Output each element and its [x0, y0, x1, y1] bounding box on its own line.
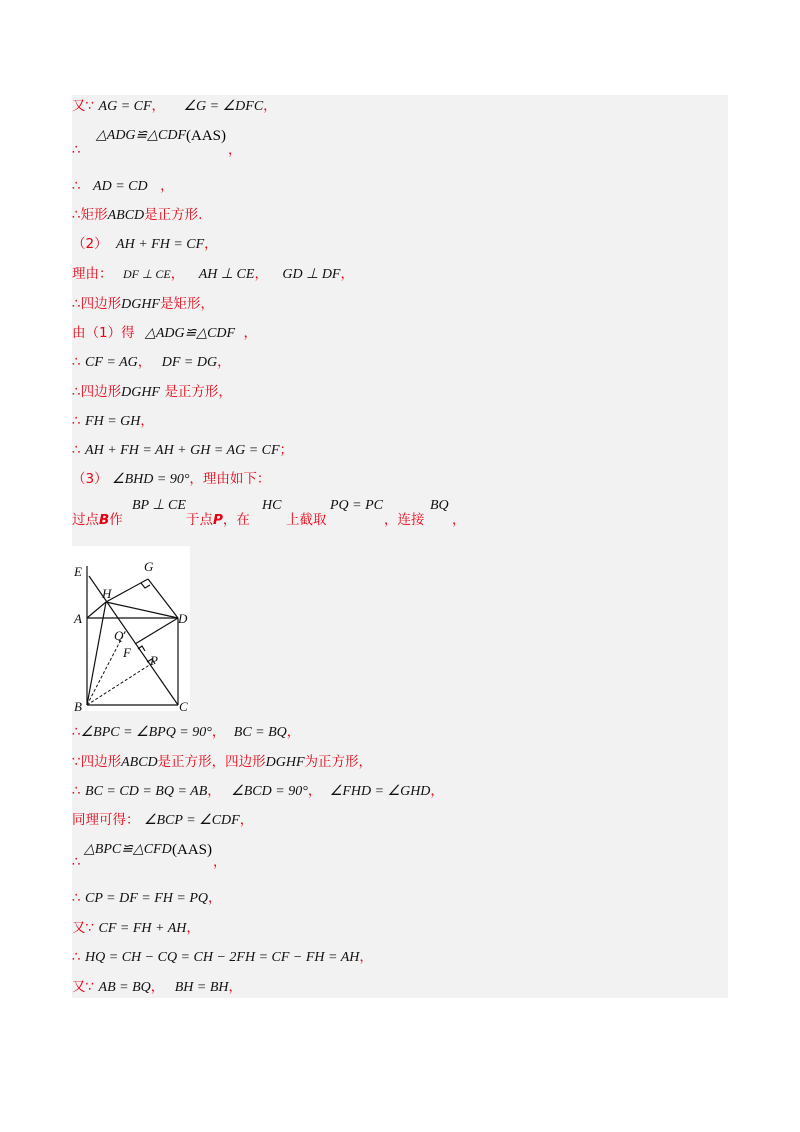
math-expr: CP = DF = FH = PQ [85, 891, 209, 906]
line-text: 上截取 [286, 512, 327, 528]
line-12 [72, 440, 293, 461]
line-text: ，理由如下： [189, 471, 271, 487]
line-text: ， [430, 783, 444, 799]
math-expr: DF = DG [161, 355, 218, 370]
line-text: ， [211, 724, 226, 740]
line-text: ∴矩形 [72, 207, 108, 223]
line-text: ∴ [72, 354, 81, 370]
math-expr: △BPC≌△CFD [84, 842, 172, 857]
math-expr: DGHF [121, 297, 160, 312]
line-text: ， [204, 236, 218, 252]
line-text: ， [207, 783, 221, 799]
math-expr: ∠FHD = ∠GHD [329, 784, 431, 799]
math-expr: CF = FH + AH [98, 921, 187, 936]
line-text: ， [263, 98, 277, 114]
line-text: ， [307, 783, 322, 799]
line-text: 是矩形， [159, 296, 214, 312]
math-expr: ∠BPC = ∠BPQ = 90° [80, 725, 212, 740]
line-8 [72, 323, 257, 344]
line-text: ， [160, 178, 174, 194]
line-text: ∴ [72, 724, 81, 740]
math-expr: DF ⊥ CE [122, 267, 171, 281]
right-angle-mark-G [141, 583, 150, 588]
line-text: ，在 [222, 512, 250, 528]
math-expr: CF = AG [85, 355, 138, 370]
math-expr: HQ = CH − CQ = CH − 2FH = CF − FH = AH [85, 950, 360, 965]
math-expr: AH ⊥ CE [198, 267, 255, 282]
math-expr: AB = BQ [98, 980, 151, 995]
line-text: ， [140, 413, 154, 429]
math-expr: ABCD [107, 208, 145, 223]
line-text: ， [217, 354, 231, 370]
line-text: ∴ [72, 178, 81, 194]
line-text: ， [137, 354, 152, 370]
line-text: ∴ [72, 142, 81, 158]
line-text: 作 [109, 512, 123, 528]
line-text: ∴ [72, 442, 81, 458]
math-expr: ∠BHD = 90° [112, 472, 190, 487]
line-text: ， [150, 979, 165, 995]
math-expr: ∠BCP = ∠CDF [143, 813, 240, 828]
math-expr: DGHF [265, 755, 305, 770]
line-text: （3） [72, 471, 108, 487]
line-text: ， [359, 949, 373, 965]
math-expr: △ADG≌△CDF [96, 128, 187, 143]
point-label: B [99, 512, 110, 528]
line-22 [72, 947, 373, 968]
math-expr: BH = BH [174, 980, 229, 995]
line-text: ∴ [72, 783, 81, 799]
line-text: 是正方形. [144, 207, 203, 223]
math-expr: PQ = PC [330, 498, 383, 513]
point-label-E: E [74, 564, 82, 579]
line-14 [72, 496, 728, 530]
line-text: 又∵ [72, 920, 95, 936]
line-text: 由（1）得 [72, 325, 135, 341]
square-diagram [72, 546, 190, 711]
dashed-BP [87, 664, 151, 705]
line-text: ， [186, 920, 200, 936]
point-label-D: D [178, 611, 188, 626]
point-label-A: A [74, 611, 82, 626]
math-expr: HC [262, 498, 282, 513]
line-text: ∴ [72, 949, 81, 965]
segment-HG [106, 579, 148, 602]
point-label-G: G [144, 559, 154, 574]
line-text: 又∵ [72, 979, 95, 995]
line-text: ， [452, 512, 466, 528]
line-6 [72, 264, 354, 285]
math-expr: ABCD [121, 755, 158, 770]
line-text: ， [228, 979, 242, 995]
math-expr: AD = CD [93, 179, 148, 194]
line-text [186, 510, 250, 530]
line-text: ， [243, 325, 258, 341]
point-label-Q: Q [114, 628, 124, 643]
math-expr: BC = CD = BQ = AB [85, 784, 208, 799]
line-16 [72, 752, 372, 773]
line-text: ， [151, 98, 166, 114]
line-5 [72, 234, 218, 255]
line-15 [72, 722, 300, 743]
math-expr: AG = CF [98, 99, 152, 114]
line-text: ， [208, 890, 222, 906]
math-expr: ∠G = ∠DFC [183, 99, 264, 114]
line-text: 理由： [72, 266, 113, 282]
line-text: ∴ [72, 890, 81, 906]
line-text: 又∵ [72, 98, 95, 114]
point-label: P [213, 512, 223, 528]
math-expr: (AAS) [172, 842, 212, 858]
math-expr: DGHF [121, 385, 160, 400]
line-7 [72, 294, 214, 315]
segment-FD [135, 618, 178, 644]
math-expr: BC = BQ [233, 725, 287, 740]
line-text: （2） [72, 236, 108, 252]
line-text: ∴ [72, 413, 81, 429]
math-expr: AH + FH = CF [116, 237, 205, 252]
math-expr: △ADG≌△CDF [145, 326, 236, 341]
math-expr: BQ [430, 498, 449, 513]
line-text: ， [286, 724, 301, 740]
line-text: ； [279, 442, 294, 458]
line-text: ， [228, 142, 242, 158]
line-text: ∵四边形 [72, 754, 122, 770]
line-10 [72, 382, 232, 403]
math-expr: FH = GH [85, 414, 141, 429]
line-20 [72, 888, 222, 909]
point-label-F: F [123, 645, 131, 660]
math-expr: GD ⊥ DF [282, 267, 341, 282]
line-21 [72, 918, 200, 939]
line-9 [72, 352, 231, 373]
point-label-B: B [74, 699, 82, 711]
line-17 [72, 781, 444, 802]
right-angle-mark-F [138, 646, 145, 651]
line-11 [72, 411, 154, 432]
line-3 [72, 176, 174, 197]
line-text: 是正方形， [164, 384, 232, 400]
line-text: ∴ [72, 854, 81, 870]
line-text [72, 510, 123, 530]
math-expr: BP ⊥ CE [132, 498, 186, 513]
line-4 [72, 205, 202, 226]
line-text: ，连接 [384, 512, 425, 528]
line-13 [72, 469, 270, 490]
line-text: 同理可得： [72, 812, 140, 828]
line-text: ， [340, 266, 354, 282]
line-text: 为正方形， [304, 754, 373, 770]
line-text: ， [254, 266, 268, 282]
math-expr: AH + FH = AH + GH = AG = CF [85, 443, 280, 458]
line-text: ， [213, 854, 227, 870]
line-text: ， [170, 266, 185, 282]
line-23 [72, 977, 242, 998]
line-text: 是正方形，四边形 [157, 754, 266, 770]
geometry-figure [72, 546, 190, 711]
line-text: 过点 [72, 512, 99, 528]
math-expr: ∠BCD = 90° [231, 784, 308, 799]
line-18 [72, 810, 253, 831]
point-label-H: H [102, 586, 112, 601]
line-text: ∴四边形 [72, 296, 122, 312]
point-label-P: P [150, 653, 158, 668]
line-text: ， [239, 812, 254, 828]
point-label-C: C [179, 699, 188, 711]
line-text: ∴四边形 [72, 384, 122, 400]
line-text: 于点 [186, 512, 213, 528]
math-expr: (AAS) [186, 128, 226, 144]
line-1 [72, 96, 277, 117]
